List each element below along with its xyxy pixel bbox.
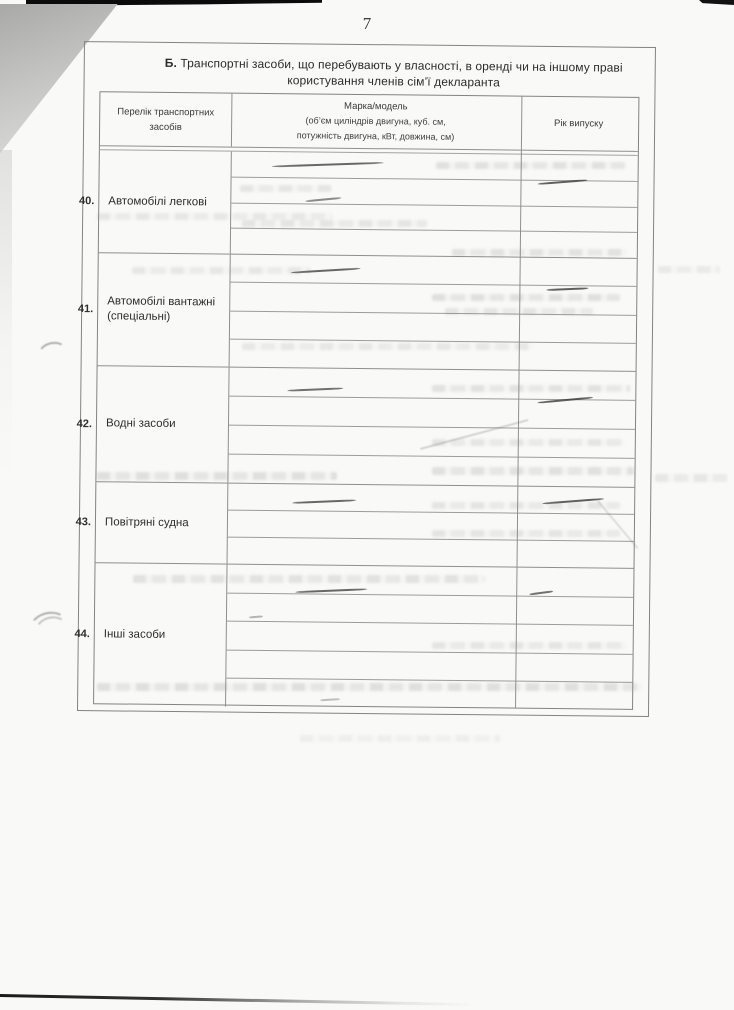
bleed-through-artifact [97,472,337,480]
bleed-through-artifact [655,474,727,482]
table-body [74,149,638,709]
bleed-through-artifact [432,467,634,475]
entry-line [229,397,635,430]
entry-line [228,538,634,568]
section-title [144,56,644,92]
scan-edge-artifact-top-right [699,0,734,5]
row-label-line: Водні засоби [105,417,176,431]
row-label-line: Автомобілі легкові [108,194,207,208]
header-make-model: Марка/модель (об’єм циліндрів двигуна, куб. см, потужність двигуна, кВт, довжина, см) [296,100,455,142]
row-number: 43. [75,516,92,529]
bleed-through-artifact [452,249,627,256]
bleed-through-artifact [445,308,593,315]
row-number: 41. [77,303,94,316]
row-label [96,482,229,563]
entry-line [227,622,633,655]
vehicles-table [74,91,639,710]
row-label-line: Інші засоби [103,627,166,641]
table-row [75,482,635,569]
left-edge-shade [0,150,12,480]
row-number: 42. [76,417,93,430]
entry-line [227,593,633,626]
underlying-page-edge [0,994,475,1006]
bleed-through-artifact [432,530,620,537]
bleed-through-artifact [133,575,485,583]
header-vehicle-list: Перелік транспортних засобів [100,92,233,146]
bleed-through-artifact [300,735,500,742]
declaration-form [57,19,686,725]
bleed-through-artifact [132,267,310,274]
row-number: 40. [78,195,95,208]
row-label-line: (спеціальні) [107,310,171,323]
page-number: 7 [362,14,372,33]
bleed-through-artifact [432,385,630,392]
section-title-line2: користування членів сім’ї декларанта [287,72,500,89]
bleed-through-artifact [432,294,620,301]
bleed-through-artifact [436,162,626,169]
bleed-through-artifact [242,220,427,227]
row-label-line: Повітряні судна [104,515,189,529]
bleed-through-artifact [242,343,532,350]
bleed-through-artifact [658,266,720,273]
bleed-through-artifact [432,502,620,509]
entry-lines [228,484,635,568]
header-year: Рік випуску [554,117,604,130]
bleed-through-artifact [97,213,332,220]
entry-line [230,311,636,344]
section-title-line1: Б. Транспортні засоби, що перебувають у власності, в оренді чи на іншому праві [164,55,623,75]
table-header-row [100,92,639,152]
row-label [99,150,232,253]
bleed-through-artifact [97,683,642,691]
bleed-through-artifact [432,642,627,649]
bleed-through-artifact [432,439,624,446]
bleed-through-artifact [240,185,332,192]
row-label [96,366,229,482]
row-number: 44. [74,628,90,641]
entry-line [228,511,634,542]
row-label-line: Автомобілі вантажні [107,295,216,309]
entry-line [226,650,632,683]
section-letter: Б. [164,55,178,71]
